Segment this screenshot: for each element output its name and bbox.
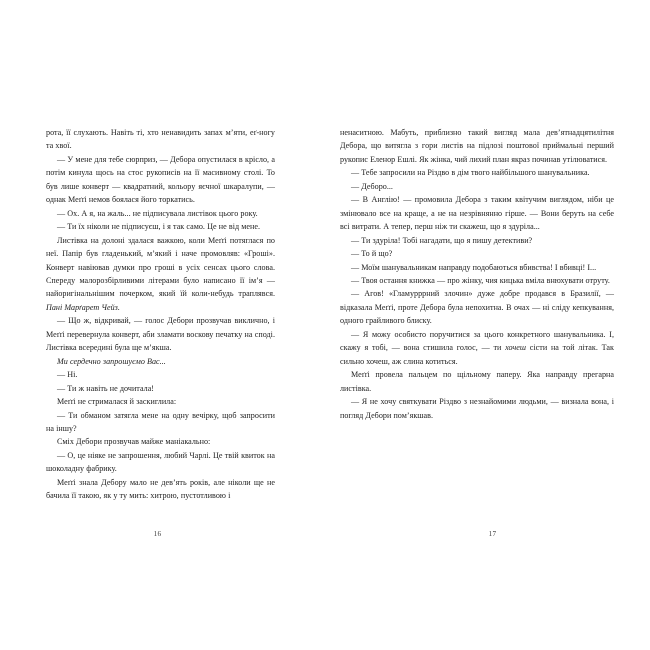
paragraph: — О, це ніяке не запрошення, любий Чарлі. Це твій квиток на шоколадну фабрику. xyxy=(46,450,275,474)
paragraph: — Деборо... xyxy=(351,181,393,191)
paragraph: Сміх Дебори прозвучав майже маніакально: xyxy=(57,437,211,447)
paragraph: — Агов! «Гламурррний злочин» дуже добре продався в Бразилії, — відказала Меґґі, проте Дебора була непохитна. В очах — ні сліду кепкування, одного грайливого блиску. xyxy=(340,289,614,326)
paragraph-with-italic-name xyxy=(46,234,275,315)
paragraph: рота, її слухають. Навіть ті, хто ненавидить запах м’яти, еґ-ногу та хвої. xyxy=(46,128,275,151)
paragraph-with-italic-emphasis xyxy=(340,328,614,368)
paragraph: — Ти обманом затягла мене на одну вечірку, щоб запросити на іншу? xyxy=(46,410,275,433)
italic-addressee: Пані Марґарет Чейз. xyxy=(46,302,120,312)
paragraph: — Ти ж навіть не дочитала! xyxy=(57,383,155,393)
italic-emphasis: хочеш xyxy=(505,343,527,353)
paragraph: — Моїм шанувальникам направду подобаються вбивства! І вбивці! І... xyxy=(351,262,597,272)
invitation-line: Ми сердечно запрошуємо Вас... xyxy=(57,356,166,366)
page-right xyxy=(335,0,650,650)
paragraph-text-after: сісти на той літак. Так сильно хочеш, аж слина котиться. xyxy=(340,343,614,366)
paragraph-text: Листівка на долоні здалася важкою, коли Меґґі потяглася по неї. Папір був гладенький, м’який і наче промовляв: «Гроші». Конверт навіював думки про гроші в усіх сенсах цього слова. Спереду малорозбірливими літерами було написано її ім’я — найоригінальнішим почерком, який їй коли-небудь траплявся. xyxy=(46,235,275,299)
paragraph: — То й що? xyxy=(351,249,393,259)
paragraph: — Я не хочу святкувати Різдво з незнайомими людьми, — визнала вона, і погляд Дебори пом’якшав. xyxy=(340,397,614,420)
paragraph-text-before: — Я можу особисто поручитися за цього конкретного шанувальника. І, скажу я тобі, — вона стишила голос, — ти xyxy=(340,329,614,353)
paragraph: Меґґі провела пальцем по щільному паперу. Яка направду прегарна листівка. xyxy=(340,370,614,393)
paragraph: — Ти здуріла! Тобі нагадати, що я пишу детективи? xyxy=(351,235,533,245)
paragraph: Меґґі знала Дебору мало не дев’ять років, але ніколи ще не бачила її такою, як у ту мить: хитрою, пустотливою і xyxy=(46,477,275,501)
text-block-left xyxy=(46,126,275,503)
paragraph: — В Англію! — промовила Дебора з таким квітучим виглядом, ніби це змінювало все на краще, а не на незрівнянно гірше. — Вони беруть на себе всі витрати. А тепер, перш ніж ти скажеш, що я здуріла... xyxy=(340,195,614,232)
paragraph: — Твоя остання книжка — про жінку, чия кицька вміла внюхувати отруту. xyxy=(351,275,610,285)
paragraph: Меґґі не стрималася й заскиглила: xyxy=(57,397,177,407)
page-number-left: 16 xyxy=(153,530,162,538)
page-left xyxy=(0,0,315,650)
text-block-right xyxy=(340,126,614,422)
paragraph: — Що ж, відкривай, — голос Дебори прозвучав виклично, і Меґґі перевернула конверт, аби зламати воскову печатку на споді. Листівка всередині була ще м’якша. xyxy=(46,316,275,353)
paragraph: — Ти їх ніколи не підписуєш, і я так само. Це не від мене. xyxy=(57,222,261,232)
paragraph: — У мене для тебе сюрприз, — Дебора опустилася в крісло, а потім кинула щось на стос рукописів на її масивному столі. То був лише конверт — квадратний, кольору яєчної шкаралупи, — однак Меґґі немов боялася його торкатись. xyxy=(46,154,275,205)
page-number-right: 17 xyxy=(488,530,497,538)
paragraph: — Ні. xyxy=(57,370,78,380)
paragraph: ненаситною. Мабуть, приблизно такий вигляд мала дев’ятнадцятилітня Дебора, що витягла з гори листів на підлозі поштової приймальні перший рукопис Еленор Ешлі. Як жінка, чий лихий план якраз починав утілюватися. xyxy=(340,128,614,164)
paragraph: — Ох. А я, на жаль... не підписувала листівок цього року. xyxy=(57,208,258,218)
paragraph: — Тебе запросили на Різдво в дім твого найбільшого шанувальника. xyxy=(351,168,590,178)
